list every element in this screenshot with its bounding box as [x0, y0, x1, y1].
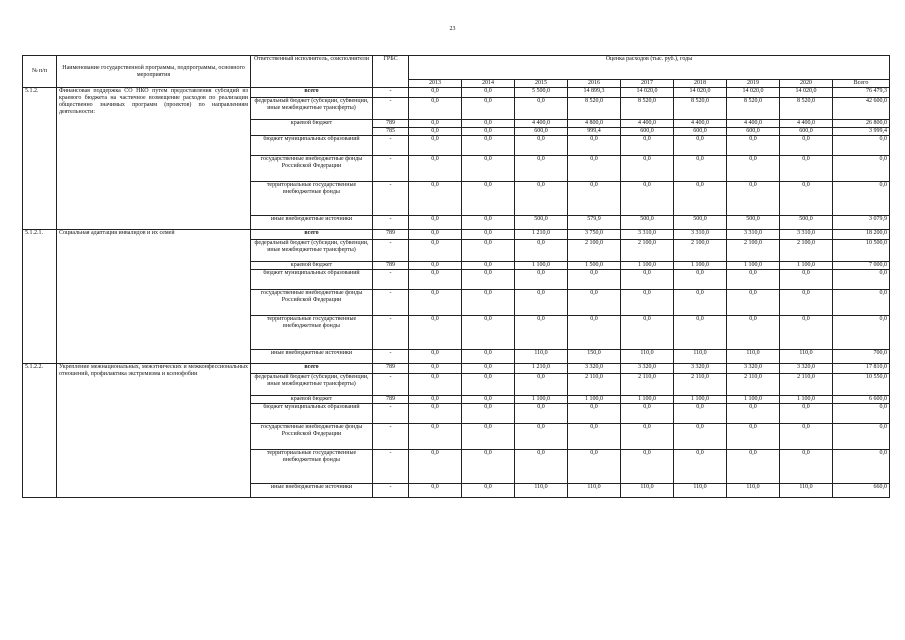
funding-source-label: государственные внебюджетные фонды Российской Федерации [251, 290, 373, 316]
value-cell: 0,0 [462, 136, 515, 156]
value-cell: 0,0 [515, 240, 568, 262]
value-cell: 1 100,0 [674, 396, 727, 404]
grbs-code: - [373, 216, 409, 230]
table-body [23, 88, 890, 498]
value-cell: 0,0 [833, 316, 890, 350]
value-cell: 500,0 [515, 216, 568, 230]
value-cell: 0,0 [727, 450, 780, 484]
value-cell: 18 200,0 [833, 230, 890, 240]
section-number: 5.1.2.1. [23, 230, 57, 364]
value-cell: 0,0 [780, 404, 833, 424]
value-cell: 8 520,0 [727, 98, 780, 120]
value-cell: 3 320,0 [780, 364, 833, 374]
value-cell: 110,0 [727, 484, 780, 498]
value-cell: 0,0 [727, 182, 780, 216]
grbs-code: - [373, 136, 409, 156]
value-cell: 76 479,3 [833, 88, 890, 98]
value-cell: 0,0 [674, 404, 727, 424]
value-cell: 0,0 [515, 404, 568, 424]
grbs-code: - [373, 316, 409, 350]
value-cell: 0,0 [409, 424, 462, 450]
grbs-code: - [373, 484, 409, 498]
value-cell: 0,0 [462, 404, 515, 424]
value-cell: 0,0 [409, 396, 462, 404]
grbs-code: - [373, 156, 409, 182]
value-cell: 1 100,0 [515, 262, 568, 270]
value-cell: 1 500,0 [568, 262, 621, 270]
grbs-code: 789 [373, 262, 409, 270]
value-cell: 14 020,0 [780, 88, 833, 98]
value-cell: 14 020,0 [727, 88, 780, 98]
value-cell: 660,0 [833, 484, 890, 498]
grbs-code: - [373, 270, 409, 290]
header-grbs: ГРБС [373, 56, 409, 88]
value-cell: 0,0 [727, 424, 780, 450]
value-cell: 0,0 [409, 136, 462, 156]
value-cell: 0,0 [727, 316, 780, 350]
funding-source-label: краевой бюджет [251, 120, 373, 136]
grbs-code: 785 [373, 128, 409, 136]
value-cell: 3 320,0 [727, 364, 780, 374]
value-cell: 4 400,0 [515, 120, 568, 128]
value-cell: 3 999,4 [833, 128, 890, 136]
value-cell: 0,0 [515, 290, 568, 316]
value-cell: 1 100,0 [780, 396, 833, 404]
value-cell: 0,0 [780, 270, 833, 290]
value-cell: 0,0 [727, 270, 780, 290]
grbs-code: 789 [373, 230, 409, 240]
value-cell: 0,0 [409, 120, 462, 128]
value-cell: 500,0 [780, 216, 833, 230]
value-cell: 0,0 [674, 290, 727, 316]
grbs-code: - [373, 290, 409, 316]
grbs-code: - [373, 350, 409, 364]
value-cell: 0,0 [621, 136, 674, 156]
value-cell: 0,0 [462, 316, 515, 350]
section-name: Укрепление межнациональных, межэтнических и межконфессиональных отношений, профилактика экстремизма и ксенофобии [57, 364, 251, 498]
value-cell: 600,0 [727, 128, 780, 136]
funding-source-label: государственные внебюджетные фонды Российской Федерации [251, 156, 373, 182]
value-cell: 2 110,0 [568, 374, 621, 396]
value-cell: 1 100,0 [568, 396, 621, 404]
value-cell: 1 100,0 [515, 396, 568, 404]
grbs-code: 789 [373, 396, 409, 404]
value-cell: 0,0 [780, 182, 833, 216]
section-number: 5.1.2. [23, 88, 57, 230]
value-cell: 4 400,0 [780, 120, 833, 128]
value-cell: 2 100,0 [674, 240, 727, 262]
value-cell: 600,0 [780, 128, 833, 136]
value-cell: 0,0 [409, 216, 462, 230]
value-cell: 0,0 [462, 424, 515, 450]
value-cell: 3 310,0 [621, 230, 674, 240]
value-cell: 1 100,0 [780, 262, 833, 270]
value-cell: 0,0 [462, 120, 515, 128]
funding-source-label: иные внебюджетные источники [251, 216, 373, 230]
value-cell: 42 600,0 [833, 98, 890, 120]
table-row [23, 88, 890, 98]
value-cell: 110,0 [515, 350, 568, 364]
value-cell: 0,0 [621, 182, 674, 216]
funding-source-label: федеральный бюджет (субсидии, субвенции, иные межбюджетные трансферты) [251, 98, 373, 120]
value-cell: 0,0 [409, 230, 462, 240]
header-year: 2014 [462, 80, 515, 88]
value-cell: 0,0 [568, 404, 621, 424]
value-cell: 1 100,0 [727, 262, 780, 270]
value-cell: 0,0 [409, 450, 462, 484]
value-cell: 0,0 [462, 484, 515, 498]
header-year: 2018 [674, 80, 727, 88]
value-cell: 500,0 [727, 216, 780, 230]
value-cell: 0,0 [462, 216, 515, 230]
header-year: 2015 [515, 80, 568, 88]
value-cell: 1 210,0 [515, 364, 568, 374]
value-cell: 500,0 [621, 216, 674, 230]
value-cell: 2 110,0 [727, 374, 780, 396]
value-cell: 0,0 [409, 262, 462, 270]
value-cell: 0,0 [621, 270, 674, 290]
value-cell: 14 899,3 [568, 88, 621, 98]
value-cell: 0,0 [515, 98, 568, 120]
header-responsible: Ответственный исполнитель, соисполнители [251, 56, 373, 88]
value-cell: 14 020,0 [621, 88, 674, 98]
value-cell: 8 520,0 [780, 98, 833, 120]
value-cell: 3 320,0 [568, 364, 621, 374]
value-cell: 5 500,0 [515, 88, 568, 98]
value-cell: 0,0 [515, 316, 568, 350]
value-cell: 0,0 [409, 156, 462, 182]
value-cell: 2 100,0 [568, 240, 621, 262]
value-cell: 0,0 [780, 290, 833, 316]
value-cell: 0,0 [621, 290, 674, 316]
value-cell: 1 100,0 [621, 396, 674, 404]
value-cell: 0,0 [409, 316, 462, 350]
value-cell: 14 020,0 [674, 88, 727, 98]
value-cell: 0,0 [409, 88, 462, 98]
value-cell: 0,0 [515, 270, 568, 290]
value-cell: 3 320,0 [621, 364, 674, 374]
funding-source-label: территориальные государственные внебюджетные фонды [251, 182, 373, 216]
value-cell: 3 310,0 [780, 230, 833, 240]
value-cell: 0,0 [780, 156, 833, 182]
value-cell: 150,0 [568, 350, 621, 364]
value-cell: 0,0 [674, 450, 727, 484]
grbs-code: - [373, 98, 409, 120]
value-cell: 4 800,0 [568, 120, 621, 128]
value-cell: 0,0 [727, 136, 780, 156]
grbs-code: - [373, 240, 409, 262]
funding-source-label: бюджет муниципальных образований [251, 404, 373, 424]
grbs-code: - [373, 424, 409, 450]
value-cell: 700,0 [833, 350, 890, 364]
value-cell: 0,0 [462, 182, 515, 216]
value-cell: 0,0 [462, 156, 515, 182]
value-cell: 0,0 [833, 450, 890, 484]
value-cell: 10 550,0 [833, 374, 890, 396]
value-cell: 0,0 [833, 156, 890, 182]
funding-source-label: краевой бюджет [251, 396, 373, 404]
value-cell: 0,0 [568, 290, 621, 316]
value-cell: 0,0 [568, 424, 621, 450]
funding-source-label: территориальные государственные внебюджетные фонды [251, 450, 373, 484]
funding-source-label: иные внебюджетные источники [251, 484, 373, 498]
budget-table-container [22, 55, 890, 498]
value-cell: 110,0 [780, 350, 833, 364]
grbs-code: 789 [373, 120, 409, 128]
funding-source-label: всего [251, 230, 373, 240]
value-cell: 0,0 [515, 424, 568, 450]
section-name: Финансовая поддержка СО НКО путем предоставления субсидий из краевого бюджета на частичное возмещение расходов по реализации общественно значимых программ (проектов) по направлениям деятельности: [57, 88, 251, 230]
grbs-code: - [373, 182, 409, 216]
header-year: 2017 [621, 80, 674, 88]
header-year: 2016 [568, 80, 621, 88]
value-cell: 0,0 [462, 290, 515, 316]
value-cell: 0,0 [409, 374, 462, 396]
header-costs: Оценка расходов (тыс. руб.), годы [409, 56, 890, 80]
value-cell: 579,9 [568, 216, 621, 230]
grbs-code: - [373, 88, 409, 98]
value-cell: 8 520,0 [674, 98, 727, 120]
value-cell: 0,0 [515, 182, 568, 216]
value-cell: 0,0 [621, 450, 674, 484]
value-cell: 110,0 [515, 484, 568, 498]
value-cell: 600,0 [621, 128, 674, 136]
value-cell: 2 100,0 [780, 240, 833, 262]
value-cell: 0,0 [674, 270, 727, 290]
value-cell: 0,0 [409, 484, 462, 498]
value-cell: 0,0 [462, 270, 515, 290]
value-cell: 4 400,0 [621, 120, 674, 128]
value-cell: 0,0 [727, 290, 780, 316]
value-cell: 0,0 [462, 364, 515, 374]
value-cell: 0,0 [621, 404, 674, 424]
value-cell: 0,0 [674, 424, 727, 450]
table-header [23, 56, 890, 88]
value-cell: 110,0 [674, 350, 727, 364]
value-cell: 3 079,9 [833, 216, 890, 230]
header-number: № п/п [23, 56, 57, 88]
value-cell: 0,0 [409, 98, 462, 120]
value-cell: 0,0 [462, 230, 515, 240]
value-cell: 0,0 [568, 270, 621, 290]
funding-source-label: бюджет муниципальных образований [251, 136, 373, 156]
value-cell: 7 000,0 [833, 262, 890, 270]
grbs-code: - [373, 404, 409, 424]
value-cell: 110,0 [674, 484, 727, 498]
value-cell: 4 400,0 [674, 120, 727, 128]
value-cell: 0,0 [780, 450, 833, 484]
value-cell: 0,0 [674, 316, 727, 350]
grbs-code: - [373, 450, 409, 484]
grbs-code: - [373, 374, 409, 396]
header-year: 2020 [780, 80, 833, 88]
funding-source-label: всего [251, 88, 373, 98]
value-cell: 999,4 [568, 128, 621, 136]
value-cell: 0,0 [462, 262, 515, 270]
value-cell: 0,0 [462, 98, 515, 120]
value-cell: 10 500,0 [833, 240, 890, 262]
value-cell: 3 310,0 [674, 230, 727, 240]
value-cell: 1 100,0 [674, 262, 727, 270]
value-cell: 0,0 [409, 364, 462, 374]
value-cell: 0,0 [833, 424, 890, 450]
value-cell: 0,0 [833, 182, 890, 216]
value-cell: 0,0 [409, 404, 462, 424]
value-cell: 1 100,0 [727, 396, 780, 404]
value-cell: 0,0 [621, 156, 674, 182]
value-cell: 0,0 [568, 182, 621, 216]
value-cell: 500,0 [674, 216, 727, 230]
value-cell: 3 310,0 [727, 230, 780, 240]
value-cell: 17 810,0 [833, 364, 890, 374]
value-cell: 8 520,0 [621, 98, 674, 120]
page-number: 23 [449, 26, 456, 32]
value-cell: 0,0 [462, 450, 515, 484]
budget-table [22, 55, 890, 498]
value-cell: 1 100,0 [621, 262, 674, 270]
value-cell: 0,0 [833, 136, 890, 156]
header-year: 2013 [409, 80, 462, 88]
funding-source-label: федеральный бюджет (субсидии, субвенции, иные межбюджетные трансферты) [251, 374, 373, 396]
section-number: 5.1.2.2. [23, 364, 57, 498]
value-cell: 0,0 [780, 424, 833, 450]
value-cell: 3 320,0 [674, 364, 727, 374]
value-cell: 0,0 [515, 156, 568, 182]
value-cell: 0,0 [833, 290, 890, 316]
header-year: Всего [833, 80, 890, 88]
value-cell: 0,0 [727, 404, 780, 424]
value-cell: 0,0 [833, 270, 890, 290]
value-cell: 4 400,0 [727, 120, 780, 128]
funding-source-label: всего [251, 364, 373, 374]
value-cell: 0,0 [568, 316, 621, 350]
value-cell: 0,0 [674, 136, 727, 156]
value-cell: 0,0 [568, 136, 621, 156]
value-cell: 110,0 [621, 484, 674, 498]
value-cell: 2 110,0 [621, 374, 674, 396]
funding-source-label: территориальные государственные внебюджетные фонды [251, 316, 373, 350]
header-year: 2019 [727, 80, 780, 88]
value-cell: 1 210,0 [515, 230, 568, 240]
value-cell: 0,0 [462, 374, 515, 396]
grbs-code: 789 [373, 364, 409, 374]
value-cell: 600,0 [515, 128, 568, 136]
value-cell: 0,0 [621, 316, 674, 350]
value-cell: 0,0 [409, 240, 462, 262]
value-cell: 0,0 [409, 290, 462, 316]
value-cell: 2 100,0 [621, 240, 674, 262]
value-cell: 0,0 [568, 156, 621, 182]
funding-source-label: краевой бюджет [251, 262, 373, 270]
funding-source-label: бюджет муниципальных образований [251, 270, 373, 290]
value-cell: 0,0 [409, 270, 462, 290]
value-cell: 0,0 [780, 316, 833, 350]
value-cell: 0,0 [515, 374, 568, 396]
value-cell: 110,0 [727, 350, 780, 364]
value-cell: 0,0 [462, 396, 515, 404]
value-cell: 3 750,0 [568, 230, 621, 240]
value-cell: 8 520,0 [568, 98, 621, 120]
header-name: Наименование государственной программы, подпрограммы, основного мероприятия [57, 56, 251, 88]
value-cell: 2 100,0 [727, 240, 780, 262]
value-cell: 26 800,0 [833, 120, 890, 128]
value-cell: 0,0 [515, 136, 568, 156]
section-name: Социальная адаптация инвалидов и их семей [57, 230, 251, 364]
value-cell: 0,0 [462, 128, 515, 136]
value-cell: 0,0 [780, 136, 833, 156]
value-cell: 600,0 [674, 128, 727, 136]
value-cell: 2 110,0 [780, 374, 833, 396]
value-cell: 110,0 [568, 484, 621, 498]
value-cell: 0,0 [409, 128, 462, 136]
value-cell: 0,0 [462, 88, 515, 98]
value-cell: 0,0 [674, 182, 727, 216]
value-cell: 6 600,0 [833, 396, 890, 404]
value-cell: 0,0 [621, 424, 674, 450]
value-cell: 0,0 [674, 156, 727, 182]
value-cell: 0,0 [409, 350, 462, 364]
value-cell: 0,0 [409, 182, 462, 216]
value-cell: 110,0 [780, 484, 833, 498]
value-cell: 0,0 [727, 156, 780, 182]
table-row [23, 230, 890, 240]
value-cell: 0,0 [515, 450, 568, 484]
funding-source-label: иные внебюджетные источники [251, 350, 373, 364]
value-cell: 110,0 [621, 350, 674, 364]
value-cell: 0,0 [462, 240, 515, 262]
value-cell: 2 110,0 [674, 374, 727, 396]
funding-source-label: федеральный бюджет (субсидии, субвенции, иные межбюджетные трансферты) [251, 240, 373, 262]
table-row [23, 364, 890, 374]
value-cell: 0,0 [568, 450, 621, 484]
value-cell: 0,0 [833, 404, 890, 424]
funding-source-label: государственные внебюджетные фонды Российской Федерации [251, 424, 373, 450]
value-cell: 0,0 [462, 350, 515, 364]
